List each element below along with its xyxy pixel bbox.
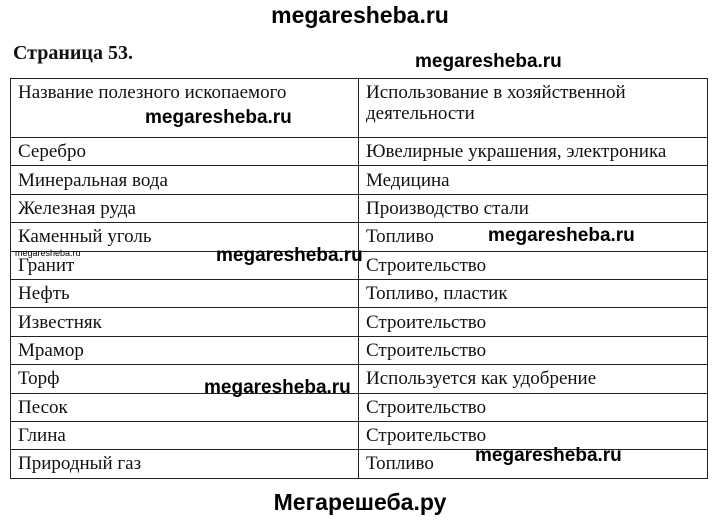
mineral-name-cell: Гранит (11, 251, 359, 279)
table-row (11, 365, 708, 393)
page-title: Страница 53. (13, 42, 133, 64)
watermark: megaresheba.ru (415, 51, 562, 72)
usage-cell: Производство стали (359, 194, 708, 222)
usage-cell: Строительство (359, 251, 708, 279)
mineral-name-cell: Минеральная вода (11, 166, 359, 194)
watermark-bottom: Мегарешеба.ру (273, 489, 447, 515)
table-row (11, 194, 708, 222)
watermark: megaresheba.ru (216, 245, 363, 266)
table-row (11, 279, 708, 307)
watermark: megaresheba.ru (488, 225, 635, 246)
watermark: megaresheba.ru (475, 445, 622, 466)
usage-cell: Строительство (359, 421, 708, 449)
table-row (11, 308, 708, 336)
header-economic-use: Использование в хозяйственной деятельности (359, 79, 708, 138)
mineral-name-cell: Торф (11, 365, 359, 393)
mineral-name-cell: Природный газ (11, 450, 359, 478)
minerals-table (10, 78, 708, 479)
table-header-row (11, 79, 708, 138)
usage-cell: Топливо (359, 450, 708, 478)
usage-cell: Топливо, пластик (359, 279, 708, 307)
mineral-name-cell: Серебро (11, 138, 359, 166)
usage-cell: Топливо (359, 223, 708, 251)
mineral-name-cell: Мрамор (11, 336, 359, 364)
usage-cell: Используется как удобрение (359, 365, 708, 393)
usage-cell: Строительство (359, 308, 708, 336)
mineral-name-cell: Глина (11, 421, 359, 449)
usage-cell: Ювелирные украшения, электроника (359, 138, 708, 166)
mineral-name-cell: Песок (11, 393, 359, 421)
usage-cell: Строительство (359, 336, 708, 364)
header-mineral-name: Название полезного ископаемого (11, 79, 359, 138)
mineral-name-cell: Известняк (11, 308, 359, 336)
table-row (11, 336, 708, 364)
mineral-name-cell: Каменный уголь (11, 223, 359, 251)
table-row (11, 166, 708, 194)
watermark: megaresheba.ru (145, 107, 292, 128)
watermark-small: megaresheba.ru (15, 248, 81, 258)
usage-cell: Строительство (359, 393, 708, 421)
watermark: megaresheba.ru (204, 377, 351, 398)
mineral-name-cell: Железная руда (11, 194, 359, 222)
table-row (11, 138, 708, 166)
mineral-name-cell: Нефть (11, 279, 359, 307)
usage-cell: Медицина (359, 166, 708, 194)
table-row (11, 393, 708, 421)
watermark-top: megaresheba.ru (271, 2, 449, 28)
